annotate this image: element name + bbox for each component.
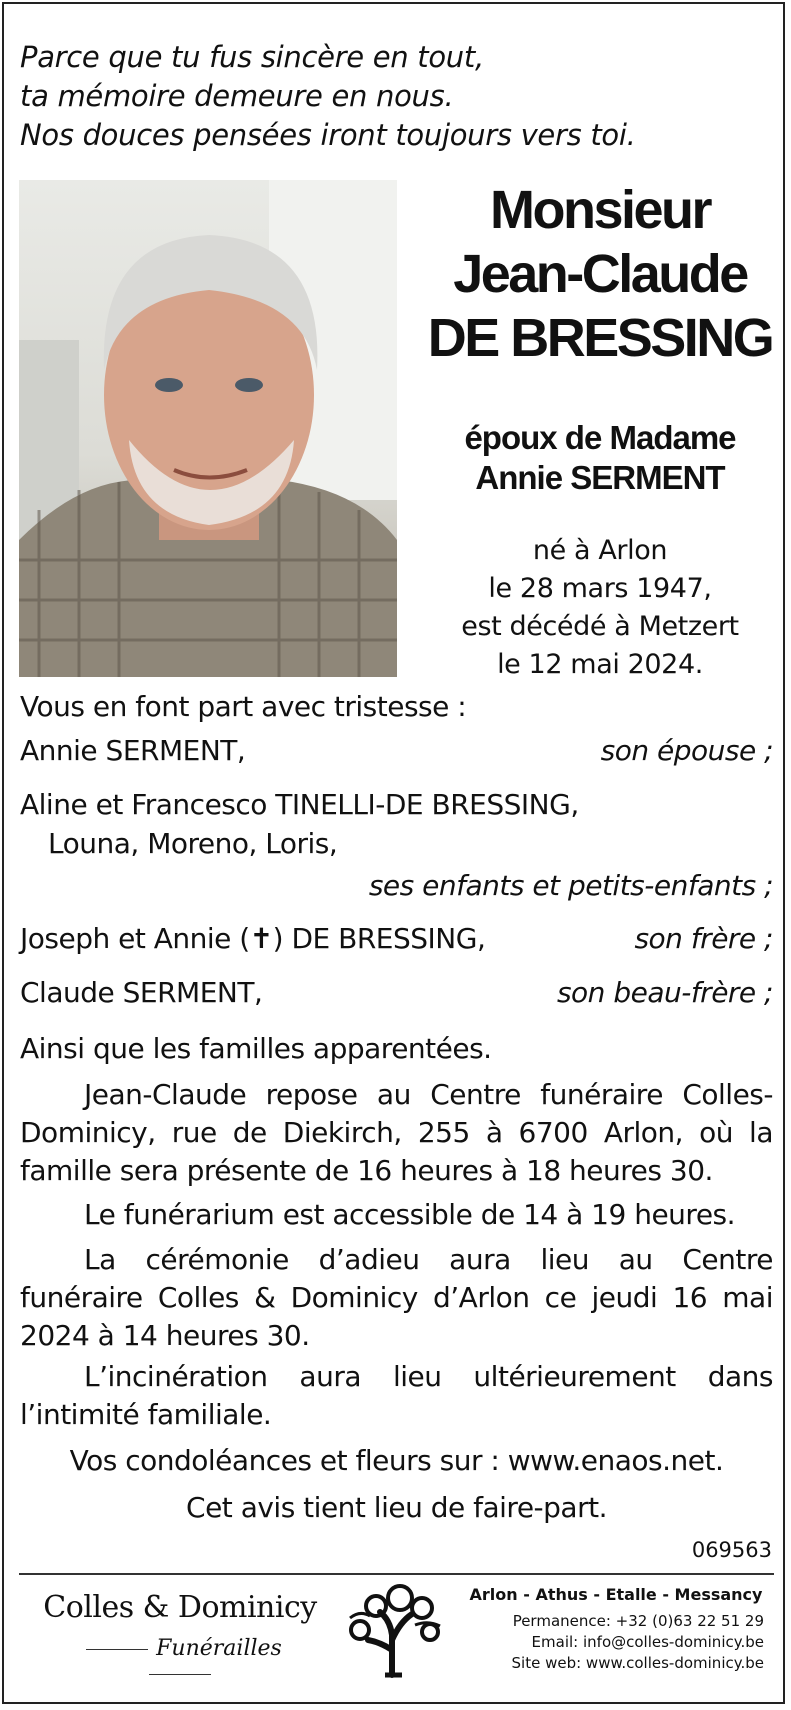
family-row — [20, 732, 773, 770]
epigraph — [20, 38, 636, 155]
funeral-home-subtitle: Funérailles — [156, 1636, 282, 1661]
family-relation: son beau-frère ; — [556, 976, 773, 1009]
family-relation: ses enfants et petits-enfants ; — [368, 869, 773, 902]
funeral-home-subtitle-row — [40, 1636, 320, 1686]
families-line: Ainsi que les familles apparentées. — [20, 1032, 492, 1065]
paragraph-repose: Jean-Claude repose au Centre funéraire Colles-Dominicy, rue de Diekirch, 255 à 6700 Arlon, où la famille sera présente de 16 heures à 18 heures 30. — [20, 1078, 773, 1187]
birth-death-dates — [420, 532, 780, 684]
death-place: est décédé à Metzert — [461, 611, 739, 642]
family-row — [20, 974, 773, 1012]
notice-line: Cet avis tient lieu de faire-part. — [186, 1491, 607, 1524]
paragraph-incineration: L’incinération aura lieu ultérieurement dans l’intimité familiale. — [20, 1360, 773, 1431]
family-member: Claude SERMENT, — [20, 976, 263, 1009]
spouse-name: Annie SERMENT — [475, 459, 725, 496]
condolences-line: Vos condoléances et fleurs sur : www.enaos.net. — [69, 1444, 724, 1477]
paragraph-ceremony: La cérémonie d’adieu aura lieu au Centre funéraire Colles & Dominicy d’Arlon ce jeudi 16 mai 2024 à 14 heures 30. — [20, 1243, 773, 1352]
paragraph-hours: Le funérarium est accessible de 14 à 19 heures. — [84, 1198, 736, 1231]
announcement-intro: Vous en font part avec tristesse : — [20, 690, 467, 723]
family-member: Aline et Francesco TINELLI-DE BRESSING, — [20, 788, 579, 821]
portrait-illustration — [19, 180, 397, 677]
family-relation: son épouse ; — [600, 734, 773, 767]
family-row — [20, 920, 773, 958]
tree-logo-icon — [340, 1580, 450, 1684]
epigraph-line: Nos douces pensées iront toujours vers toi. — [20, 118, 636, 152]
funeral-home-name: Colles & Dominicy — [43, 1590, 317, 1625]
deceased-name — [420, 178, 780, 370]
reference-number: 069563 — [691, 1538, 772, 1562]
birth-place: né à Arlon — [532, 535, 668, 566]
right-eye — [235, 378, 263, 392]
spouse-block — [420, 418, 780, 498]
family-member: Annie SERMENT, — [20, 734, 246, 767]
family-sub-members: Louna, Moreno, Loris, — [48, 827, 338, 860]
website: Site web: www.colles-dominicy.be — [511, 1654, 764, 1672]
name-title: Monsieur — [489, 180, 711, 240]
name-last: DE BRESSING — [427, 308, 773, 368]
epigraph-line: ta mémoire demeure en nous. — [20, 79, 454, 113]
divider — [86, 1649, 148, 1650]
death-date: le 12 mai 2024. — [497, 649, 703, 680]
locations: Arlon - Athus - Etalle - Messancy — [469, 1585, 763, 1604]
family-member: Joseph et Annie (✝) DE BRESSING, — [20, 922, 486, 955]
family-relation: son frère ; — [634, 922, 773, 955]
portrait-photo — [19, 180, 397, 677]
spouse-line: époux de Madame — [464, 419, 736, 456]
divider — [149, 1674, 211, 1675]
birth-date: le 28 mars 1947, — [488, 573, 712, 604]
email: Email: info@colles-dominicy.be — [531, 1633, 764, 1651]
contact-block — [468, 1584, 764, 1674]
name-first: Jean-Claude — [453, 244, 747, 304]
footer-divider — [19, 1573, 774, 1575]
phone: Permanence: +32 (0)63 22 51 29 — [512, 1612, 764, 1630]
left-eye — [155, 378, 183, 392]
epigraph-line: Parce que tu fus sincère en tout, — [20, 40, 484, 74]
